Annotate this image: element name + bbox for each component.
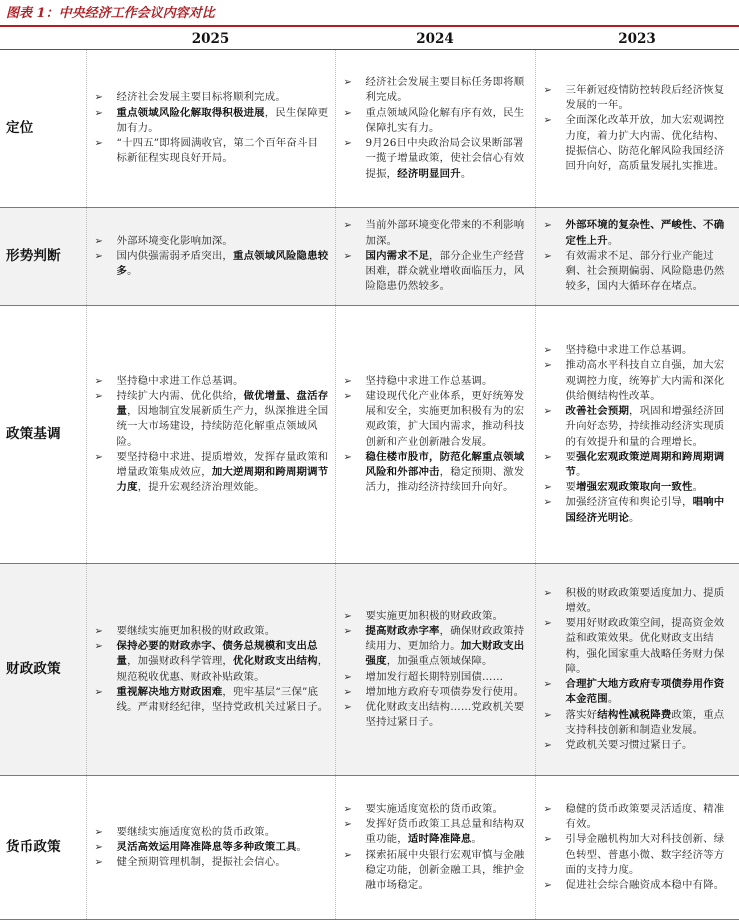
body-text: 建设现代化产业体系，更好统筹发展和安全，实施更加积极有为的宏观政策，扩大国内需求，推动科技创新和产业创新融合发展。 [366, 390, 525, 448]
list-item [87, 639, 329, 685]
bullet-list [87, 234, 335, 280]
cell-policy-tone-2024 [335, 306, 535, 564]
arrow-bullet-icon: ➢ [344, 609, 353, 624]
list-item [536, 358, 734, 404]
cell-monetary-policy-2023 [535, 776, 739, 920]
body-text: ，提升宏观经济治理效能。 [138, 481, 265, 493]
body-text: ，确保财政政策持续用力、更加给力。 [366, 625, 525, 652]
list-item [536, 586, 734, 616]
body-text: ，民生保障更加有力。 [117, 107, 329, 134]
emphasis-text: 重点领域风险隐患较多 [117, 250, 329, 277]
arrow-bullet-icon: ➢ [95, 685, 104, 700]
list-item [536, 802, 734, 832]
body-text: 增加发行超长期特别国债…… [366, 671, 504, 683]
list-item [87, 136, 329, 166]
list-item [336, 249, 529, 295]
arrow-bullet-icon: ➢ [544, 495, 553, 510]
arrow-bullet-icon: ➢ [95, 249, 104, 264]
list-item [336, 218, 529, 248]
body-text: 引导金融机构加大对科技创新、绿色转型、普惠小微、数字经济等方面的支持力度。 [566, 833, 725, 875]
arrow-bullet-icon: ➢ [95, 450, 104, 465]
emphasis-text: 结构性减税降费 [597, 709, 671, 721]
row-label-fiscal-policy: 财政政策 [0, 564, 86, 776]
list-item [87, 249, 329, 279]
body-text: 持续扩大内需、优化供给， [117, 390, 244, 402]
bullet-list [336, 374, 535, 496]
arrow-bullet-icon: ➢ [544, 249, 553, 264]
body-text: 政策，重点支持科技创新和制造业发展。 [566, 709, 725, 736]
arrow-bullet-icon: ➢ [344, 817, 353, 832]
body-text: 。 [127, 265, 138, 277]
list-item [536, 450, 734, 480]
list-item [87, 825, 329, 840]
list-item [87, 624, 329, 639]
arrow-bullet-icon: ➢ [544, 708, 553, 723]
cell-policy-tone-2025 [86, 306, 335, 564]
list-item [336, 609, 529, 624]
body-text: 加强经济宣传和舆论引导， [566, 496, 693, 508]
list-item [336, 624, 529, 670]
bullet-list [336, 609, 535, 731]
emphasis-text: 增强宏观政策取向一致性 [576, 481, 693, 493]
arrow-bullet-icon: ➢ [95, 855, 104, 870]
bullet-list [336, 75, 535, 181]
body-text: 国内供强需弱矛盾突出， [117, 250, 234, 262]
arrow-bullet-icon: ➢ [544, 218, 553, 233]
emphasis-text: 唱响中国经济光明论 [566, 496, 725, 523]
body-text: 稳健的货币政策要灵活适度、精准有效。 [566, 803, 725, 830]
list-item [336, 136, 529, 182]
list-item [336, 389, 529, 450]
emphasis-text: 强化宏观政策逆周期和跨周期调节 [566, 451, 725, 478]
cell-situation-2024 [335, 208, 535, 306]
emphasis-text: 合理扩大地方政府专项债券用作资本金范围 [566, 678, 725, 705]
bullet-list [536, 802, 739, 893]
arrow-bullet-icon: ➢ [95, 389, 104, 404]
list-item [87, 450, 329, 496]
row-label-policy-tone: 政策基调 [0, 306, 86, 564]
arrow-bullet-icon: ➢ [344, 106, 353, 121]
list-item [87, 374, 329, 389]
bullet-list [87, 374, 335, 496]
emphasis-text: 改善社会预期 [566, 405, 630, 417]
arrow-bullet-icon: ➢ [95, 825, 104, 840]
bullet-list [87, 825, 335, 871]
body-text: 要实施适度宽松的货币政策。 [366, 803, 504, 815]
emphasis-text: 加大财政支出强度 [366, 640, 525, 667]
body-text: 要 [566, 481, 577, 493]
arrow-bullet-icon: ➢ [344, 374, 353, 389]
emphasis-text: 国内需求不足 [366, 250, 430, 262]
body-text: 要坚持稳中求进、提质增效，发挥存量政策和增量政策集成效应， [117, 451, 329, 478]
header-year-2024: 2024 [335, 28, 535, 50]
cell-situation-2025 [86, 208, 335, 306]
cell-positioning-2024 [335, 50, 535, 208]
list-item [336, 75, 529, 105]
emphasis-text: 重视解决地方财政困难 [117, 686, 223, 698]
list-item [87, 855, 329, 870]
arrow-bullet-icon: ➢ [95, 639, 104, 654]
body-text: 。 [693, 481, 704, 493]
header-year-2023: 2023 [535, 28, 739, 50]
arrow-bullet-icon: ➢ [344, 389, 353, 404]
emphasis-text: 重点领域风险化解取得积极进展 [117, 107, 265, 119]
list-item [87, 389, 329, 450]
table-row-situation [0, 208, 739, 306]
arrow-bullet-icon: ➢ [344, 218, 353, 233]
body-text: 。 [629, 512, 640, 524]
list-item [536, 616, 734, 677]
arrow-bullet-icon: ➢ [344, 249, 353, 264]
cell-fiscal-policy-2025 [86, 564, 335, 776]
table-row-positioning [0, 50, 739, 208]
arrow-bullet-icon: ➢ [544, 832, 553, 847]
list-item [336, 374, 529, 389]
arrow-bullet-icon: ➢ [344, 685, 353, 700]
arrow-bullet-icon: ➢ [344, 624, 353, 639]
body-text: 。 [608, 693, 619, 705]
row-label-positioning: 定位 [0, 50, 86, 208]
emphasis-text: 优化财政支出结构 [233, 655, 318, 667]
bullet-list [536, 343, 739, 525]
body-text: ，部分企业生产经营困难，群众就业增收面临压力，风险隐患仍然较多。 [366, 250, 525, 292]
table-row-monetary-policy [0, 776, 739, 920]
arrow-bullet-icon: ➢ [344, 450, 353, 465]
emphasis-text: 加大逆周期和跨周期调节力度 [117, 466, 329, 493]
body-text: 增加地方政府专项债券发行使用。 [366, 686, 525, 698]
body-text: 发挥好货币政策工具总量和结构双重功能， [366, 818, 525, 845]
emphasis-text: 稳住楼市股市，防范化解重点领域风险和外部冲击 [366, 451, 525, 478]
arrow-bullet-icon: ➢ [544, 738, 553, 753]
emphasis-text: 做优增量、盘活存量 [117, 390, 329, 417]
list-item [87, 106, 329, 136]
body-text: 要继续实施更加积极的财政政策。 [117, 625, 276, 637]
table-row-policy-tone [0, 306, 739, 564]
list-item [536, 495, 734, 525]
body-text: 。 [608, 235, 619, 247]
body-text: 坚持稳中求进工作总基调。 [117, 375, 244, 387]
list-item [336, 817, 529, 847]
list-item [536, 832, 734, 878]
cell-fiscal-policy-2023 [535, 564, 739, 776]
bullet-list [87, 90, 335, 166]
bullet-list [87, 624, 335, 715]
list-item [536, 677, 734, 707]
list-item [536, 249, 734, 295]
emphasis-text: 经济明显回升 [397, 168, 461, 180]
cell-situation-2023 [535, 208, 739, 306]
list-item [536, 480, 734, 495]
row-label-monetary-policy: 货币政策 [0, 776, 86, 920]
body-text: 要用好财政政策空间，提高资金效益和政策效果。优化财政支出结构，强化国家重大战略任务财力保障。 [566, 617, 725, 675]
body-text: 落实好 [566, 709, 598, 721]
list-item [336, 700, 529, 730]
figure-title: 图表 1：中央经济工作会议内容对比 [6, 3, 215, 25]
cell-positioning-2023 [535, 50, 739, 208]
body-text: 外部环境变化影响加深。 [117, 235, 234, 247]
row-label-situation: 形势判断 [0, 208, 86, 306]
body-text: 重点领域风险化解有序有效，民生保障扎实有力。 [366, 107, 525, 134]
arrow-bullet-icon: ➢ [544, 802, 553, 817]
arrow-bullet-icon: ➢ [344, 848, 353, 863]
body-text: 要继续实施适度宽松的货币政策。 [117, 826, 276, 838]
body-text: 经济社会发展主要目标将顺利完成。 [117, 91, 286, 103]
body-text: 优化财政支出结构……党政机关要坚持过紧日子。 [366, 701, 525, 728]
body-text: 三年新冠疫情防控转段后经济恢复发展的一年。 [566, 84, 725, 111]
arrow-bullet-icon: ➢ [95, 840, 104, 855]
cell-monetary-policy-2025 [86, 776, 335, 920]
arrow-bullet-icon: ➢ [95, 106, 104, 121]
body-text: 促进社会综合融资成本稳中有降。 [566, 879, 725, 891]
body-text: 要 [566, 451, 577, 463]
arrow-bullet-icon: ➢ [544, 113, 553, 128]
bullet-list [536, 586, 739, 753]
list-item [536, 878, 734, 893]
bullet-list [336, 218, 535, 294]
arrow-bullet-icon: ➢ [95, 234, 104, 249]
arrow-bullet-icon: ➢ [344, 700, 353, 715]
body-text: ，加强财政科学管理， [127, 655, 233, 667]
header-blank [0, 28, 86, 50]
body-text: 党政机关要习惯过紧日子。 [566, 739, 693, 751]
table-body [0, 50, 739, 920]
body-text: 经济社会发展主要目标任务即将顺利完成。 [366, 76, 525, 103]
body-text: 坚持稳中求进工作总基调。 [566, 344, 693, 356]
body-text: ，巩固和增强经济回升向好态势，持续推动经济实现质的有效提升和量的合理增长。 [566, 405, 725, 447]
list-item [536, 738, 734, 753]
body-text: 有效需求不足、部分行业产能过剩、社会预期偏弱、风险隐患仍然较多，国内大循环存在堵点。 [566, 250, 725, 292]
body-text: 要实施更加积极的财政政策。 [366, 610, 504, 622]
list-item [536, 404, 734, 450]
emphasis-text: 保持必要的财政赤字、债务总规模和支出总量 [117, 640, 318, 667]
arrow-bullet-icon: ➢ [344, 75, 353, 90]
arrow-bullet-icon: ➢ [544, 586, 553, 601]
emphasis-text: 提高财政赤字率 [366, 625, 440, 637]
arrow-bullet-icon: ➢ [544, 616, 553, 631]
arrow-bullet-icon: ➢ [544, 878, 553, 893]
list-item [336, 106, 529, 136]
list-item [87, 90, 329, 105]
arrow-bullet-icon: ➢ [544, 358, 553, 373]
list-item [336, 685, 529, 700]
cell-policy-tone-2023 [535, 306, 739, 564]
arrow-bullet-icon: ➢ [95, 374, 104, 389]
body-text: “十四五”即将圆满收官，第二个百年奋斗目标新征程实现良好开局。 [117, 137, 319, 164]
body-text: ，规范税收优惠、财政补贴政策。 [117, 655, 329, 682]
list-item [536, 113, 734, 174]
emphasis-text: 外部环境的复杂性、严峻性、不确定性上升 [566, 219, 725, 246]
list-item [336, 802, 529, 817]
list-item [536, 218, 734, 248]
cell-monetary-policy-2024 [335, 776, 535, 920]
bullet-list [536, 83, 739, 174]
list-item [536, 83, 734, 113]
list-item [536, 343, 734, 358]
body-text: 。 [297, 841, 308, 853]
cell-positioning-2025 [86, 50, 335, 208]
arrow-bullet-icon: ➢ [544, 404, 553, 419]
list-item [87, 685, 329, 715]
arrow-bullet-icon: ➢ [544, 343, 553, 358]
arrow-bullet-icon: ➢ [544, 83, 553, 98]
bullet-list [336, 802, 535, 893]
cell-fiscal-policy-2024 [335, 564, 535, 776]
emphasis-text: 灵活高效运用降准降息等多种政策工具 [117, 841, 297, 853]
table-row-fiscal-policy [0, 564, 739, 776]
body-text: 。 [461, 168, 472, 180]
arrow-bullet-icon: ➢ [95, 624, 104, 639]
bullet-list [536, 218, 739, 294]
arrow-bullet-icon: ➢ [344, 670, 353, 685]
body-text: 9月26日中央政治局会议果断部署一揽子增量政策，使社会信心有效提振， [366, 137, 525, 179]
arrow-bullet-icon: ➢ [344, 136, 353, 151]
body-text: 全面深化改革开放，加大宏观调控力度，着力扩大内需、优化结构、提振信心、防范化解风险我国经济回升向好，高质量发展扎实推进。 [566, 114, 725, 172]
body-text: 推动高水平科技自立自强，加大宏观调控力度，统筹扩大内需和深化供给侧结构性改革。 [566, 359, 725, 401]
body-text: ，加强重点领域保障。 [387, 655, 493, 667]
arrow-bullet-icon: ➢ [544, 677, 553, 692]
arrow-bullet-icon: ➢ [344, 802, 353, 817]
body-text: 。 [576, 466, 587, 478]
body-text: 健全预期管理机制，提振社会信心。 [117, 856, 286, 868]
comparison-table [0, 28, 739, 920]
list-item [87, 840, 329, 855]
body-text: 坚持稳中求进工作总基调。 [366, 375, 493, 387]
body-text: ，兜牢基层“三保”底线。严肃财经纪律，坚持党政机关过紧日子。 [117, 686, 329, 713]
list-item [336, 848, 529, 894]
body-text: 积极的财政政策要适度加力、提质增效。 [566, 587, 725, 614]
title-rule [0, 25, 739, 27]
list-item [336, 450, 529, 496]
list-item [536, 708, 734, 738]
header-row [0, 28, 739, 50]
list-item [87, 234, 329, 249]
body-text: 当前外部环境变化带来的不利影响加深。 [366, 219, 525, 246]
arrow-bullet-icon: ➢ [95, 136, 104, 151]
body-text: 。 [471, 833, 482, 845]
list-item [336, 670, 529, 685]
arrow-bullet-icon: ➢ [544, 480, 553, 495]
arrow-bullet-icon: ➢ [95, 90, 104, 105]
arrow-bullet-icon: ➢ [544, 450, 553, 465]
header-year-2025: 2025 [86, 28, 335, 50]
body-text: ，稳定预期、激发活力，推动经济持续回升向好。 [366, 466, 525, 493]
body-text: ，因地制宜发展新质生产力，纵深推进全国统一大市场建设，持续防范化解重点领域风险。 [117, 405, 329, 447]
body-text: 探索拓展中央银行宏观审慎与金融稳定功能，创新金融工具，维护金融市场稳定。 [366, 849, 525, 891]
emphasis-text: 适时降准降息 [408, 833, 472, 845]
